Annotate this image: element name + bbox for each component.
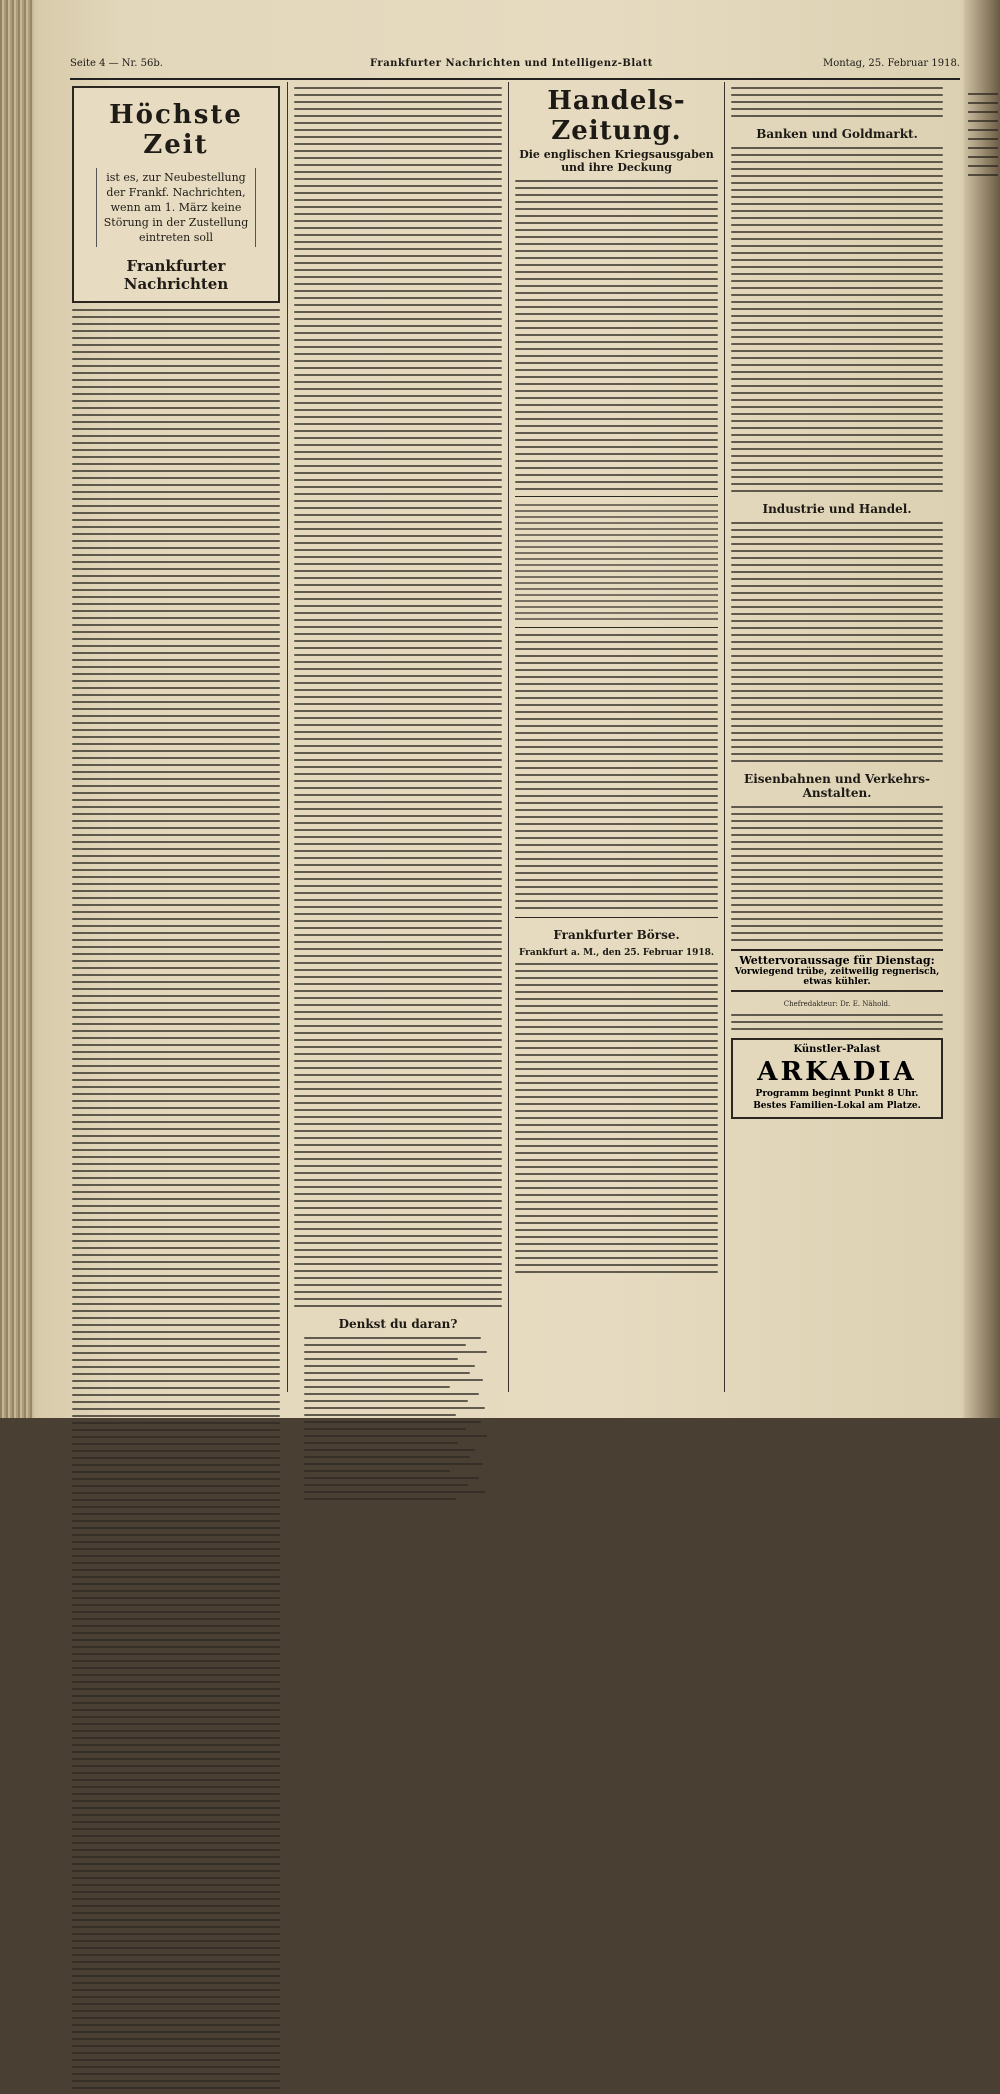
war-expenditure-text-cont	[515, 634, 718, 909]
column-rule	[724, 82, 725, 1392]
imprint-editor: Chefredakteur: Dr. E. Nähold.	[783, 1000, 891, 1008]
stock-exchange-text	[515, 963, 718, 1273]
industry-section-title: Industrie und Handel.	[762, 502, 912, 516]
local-news-text	[72, 309, 280, 2089]
column-3	[515, 82, 718, 1278]
banking-section-title: Banken und Goldmarkt.	[756, 127, 918, 141]
column-2	[294, 82, 502, 1505]
page-header	[70, 56, 960, 80]
notice-body: ist es, zur Neubestellung der Frankf. Nachrichten, wenn am 1. März keine Störung in der Zustellung eintreten soll	[96, 168, 256, 247]
section-divider	[515, 917, 718, 918]
masthead-name: Frankfurter Nachrichten und Intelligenz-Blatt	[370, 58, 653, 69]
adjacent-page-text	[968, 86, 998, 1386]
column-rule	[508, 82, 509, 1392]
column-rule	[287, 82, 288, 1392]
weather-title: Wettervoraussage für Dienstag:	[739, 954, 935, 967]
arkadia-advertisement	[731, 1038, 943, 1119]
binding-edge	[0, 0, 34, 1418]
weather-text: Vorwiegend trübe, zeitweilig regnerisch, etwas kühler.	[734, 967, 940, 987]
issue-date: Montag, 25. Februar 1918.	[822, 58, 960, 69]
ad-slogan: Bestes Familien-Lokal am Platze.	[753, 1101, 921, 1111]
national-debt-table	[515, 496, 718, 628]
page-number: Seite 4 — Nr. 56b.	[70, 58, 163, 69]
poem-title: Denkst du daran?	[338, 1317, 458, 1331]
imprint	[731, 1000, 943, 1030]
trade-article-subtitle: Die englischen Kriegsausgaben und ihre Deckung	[519, 148, 714, 174]
notice-footer: Frankfurter Nachrichten	[123, 257, 229, 293]
industry-text	[731, 522, 943, 762]
notice-title: Höchste Zeit	[109, 100, 243, 160]
banking-text	[731, 147, 943, 492]
railways-section-title: Eisenbahnen und Verkehrs-Anstalten.	[744, 772, 930, 800]
war-expenditure-text	[515, 180, 718, 490]
poem-verses	[294, 1337, 502, 1500]
subscription-notice	[72, 86, 280, 303]
stock-exchange-title: Frankfurter Börse.	[553, 928, 680, 942]
ad-venue-name: ARKADIA	[757, 1057, 917, 1087]
weather-forecast	[731, 949, 943, 992]
stock-exchange-dateline: Frankfurt a. M., den 25. Februar 1918.	[518, 948, 715, 958]
column-1	[72, 82, 280, 2094]
ad-venue-type: Künstler-Palast	[793, 1044, 881, 1055]
market-report-text	[731, 87, 943, 117]
ad-program-start: Programm beginnt Punkt 8 Uhr.	[755, 1089, 919, 1099]
feuilleton-text	[294, 87, 502, 1307]
column-4	[731, 82, 943, 1119]
trade-section-title: Handels-Zeitung.	[547, 86, 686, 146]
railways-text	[731, 806, 943, 941]
